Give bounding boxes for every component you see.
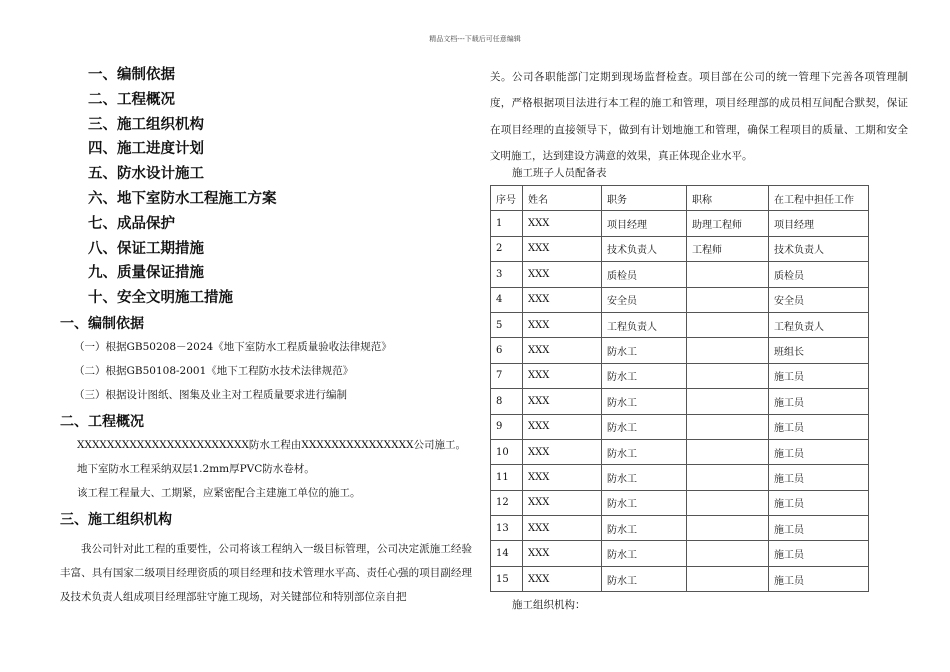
cell (687, 439, 769, 464)
header-cell: 职务 (602, 186, 687, 211)
cell: XXX (523, 439, 602, 464)
cell: 15 (491, 566, 523, 591)
cell: 质检员 (769, 262, 869, 287)
cell (687, 338, 769, 363)
cell: 3 (491, 262, 523, 287)
header-cell: 序号 (491, 186, 523, 211)
cell: 防水工 (602, 414, 687, 439)
toc-item: 四、施工进度计划 (88, 141, 204, 158)
cell: XXX (523, 541, 602, 566)
cell (687, 389, 769, 414)
cell: 项目经理 (769, 211, 869, 236)
cell: 防水工 (602, 490, 687, 515)
cell: 6 (491, 338, 523, 363)
table-row (491, 516, 869, 541)
cell: XXX (523, 414, 602, 439)
cell: 13 (491, 516, 523, 541)
overview-line: 该工程工程量大、工期紧，应紧密配合主建施工单位的施工。 (77, 487, 361, 499)
cell: 施工员 (769, 566, 869, 591)
cell: 防水工 (602, 566, 687, 591)
cell: 技术负责人 (602, 236, 687, 261)
cell: 12 (491, 490, 523, 515)
cell: XXX (523, 490, 602, 515)
cell: XXX (523, 516, 602, 541)
overview-line: 地下室防水工程采纳双层1.2mm厚PVC防水卷材。 (77, 463, 315, 475)
right-column-paragraph-box (490, 64, 908, 169)
cell (687, 541, 769, 566)
cell: 防水工 (602, 541, 687, 566)
toc-item: 十、安全文明施工措施 (88, 290, 233, 307)
table-row (491, 490, 869, 515)
cell (687, 287, 769, 312)
table-caption: 施工班子人员配备表 (512, 167, 607, 179)
cell: 质检员 (602, 262, 687, 287)
table-row (491, 312, 869, 337)
toc-item: 五、防水设计施工 (88, 166, 204, 183)
cell: 5 (491, 312, 523, 337)
cell (687, 490, 769, 515)
table-row (491, 363, 869, 388)
cell (687, 465, 769, 490)
header-cell: 在工程中担任工作 (769, 186, 869, 211)
toc-item: 八、保证工期措施 (88, 240, 204, 257)
table-row (491, 439, 869, 464)
cell: 9 (491, 414, 523, 439)
cell: 施工员 (769, 541, 869, 566)
table-row (491, 211, 869, 236)
cell: XXX (523, 287, 602, 312)
table-row (491, 541, 869, 566)
toc-item: 六、地下室防水工程施工方案 (88, 190, 277, 207)
table-header-row (491, 186, 869, 211)
org-structure-label: 施工组织机构： (512, 599, 586, 611)
cell: 助理工程师 (687, 211, 769, 236)
cell: XXX (523, 465, 602, 490)
cell: XXX (523, 338, 602, 363)
table-row (491, 389, 869, 414)
cell: 施工员 (769, 465, 869, 490)
cell (687, 516, 769, 541)
cell: XXX (523, 363, 602, 388)
table-row (491, 236, 869, 261)
table-row (491, 287, 869, 312)
cell: 防水工 (602, 516, 687, 541)
basis-item: （二）根据GB50108-2001《地下工程防水技术法律规范》 (74, 365, 354, 377)
table-of-contents (88, 65, 277, 313)
table-row (491, 566, 869, 591)
cell: 7 (491, 363, 523, 388)
cell: 10 (491, 439, 523, 464)
cell: XXX (523, 312, 602, 337)
basis-item: （一）根据GB50208－2024《地下室防水工程质量验收法律规范》 (74, 341, 392, 353)
cell: 2 (491, 236, 523, 261)
cell: 施工员 (769, 363, 869, 388)
staff-table (490, 185, 869, 592)
table-row (491, 262, 869, 287)
cell: XXX (523, 236, 602, 261)
cell: 14 (491, 541, 523, 566)
header-cell: 职称 (687, 186, 769, 211)
toc-item: 三、施工组织机构 (88, 116, 204, 133)
cell: 8 (491, 389, 523, 414)
cell: 防水工 (602, 465, 687, 490)
cell: 班组长 (769, 338, 869, 363)
toc-item: 七、成品保护 (88, 215, 175, 232)
cell: 施工员 (769, 490, 869, 515)
cell: 施工员 (769, 439, 869, 464)
cell: 11 (491, 465, 523, 490)
basis-item: （三）根据设计图纸、图集及业主对工程质量要求进行编制 (74, 389, 347, 401)
toc-item: 二、工程概况 (88, 91, 175, 108)
cell: 防水工 (602, 389, 687, 414)
cell: XXX (523, 211, 602, 236)
cell: 技术负责人 (769, 236, 869, 261)
cell: 防水工 (602, 439, 687, 464)
table-row (491, 465, 869, 490)
cell: 1 (491, 211, 523, 236)
cell: 项目经理 (602, 211, 687, 236)
cell: 安全员 (602, 287, 687, 312)
cell: 施工员 (769, 414, 869, 439)
cell: 4 (491, 287, 523, 312)
table-row (491, 414, 869, 439)
cell (687, 262, 769, 287)
section-heading: 二、工程概况 (60, 414, 144, 430)
cell: 施工员 (769, 516, 869, 541)
cell: 工程师 (687, 236, 769, 261)
management-paragraph: 关。公司各职能部门定期到现场监督检查。项目部在公司的统一管理下完善各项管理制度，严格根据项目法进行本工程的施工和管理，项目经理部的成员相互间配合默契，保证在项目经理的直接领导下，做到有计划地施工和管理，确保工程项目的质量、工期和安全文明施工，达到建设方满意的效果，真正体现企业水平。 (490, 71, 908, 162)
header-cell: 姓名 (523, 186, 602, 211)
cell: XXX (523, 389, 602, 414)
cell: 防水工 (602, 363, 687, 388)
page-header: 精品文档---下载后可任意编辑 (429, 35, 521, 43)
cell: 工程负责人 (602, 312, 687, 337)
cell: 施工员 (769, 389, 869, 414)
cell: 防水工 (602, 338, 687, 363)
cell (687, 414, 769, 439)
left-column (60, 315, 480, 609)
organization-paragraph: 我公司针对此工程的重要性，公司将该工程纳入一级目标管理，公司决定派施工经验丰富、具有国家二级项目经理资质的项目经理和技术管理水平高、责任心强的项目副经理及技术负责人组成项目经理部驻守施工现场，对关键部位和特别部位亲自把 (60, 543, 472, 603)
section-heading: 三、施工组织机构 (60, 512, 172, 528)
cell (687, 566, 769, 591)
toc-item: 一、编制依据 (88, 67, 175, 83)
cell (687, 312, 769, 337)
cell: XXX (523, 566, 602, 591)
cell: 工程负责人 (769, 312, 869, 337)
table-row (491, 338, 869, 363)
section-heading: 一、编制依据 (60, 316, 144, 332)
cell (687, 363, 769, 388)
cell: 安全员 (769, 287, 869, 312)
toc-item: 九、质量保证措施 (88, 265, 204, 282)
cell: XXX (523, 262, 602, 287)
overview-line: XXXXXXXXXXXXXXXXXXXXXXX防水工程由XXXXXXXXXXXXXXX公司施工。 (77, 439, 467, 451)
